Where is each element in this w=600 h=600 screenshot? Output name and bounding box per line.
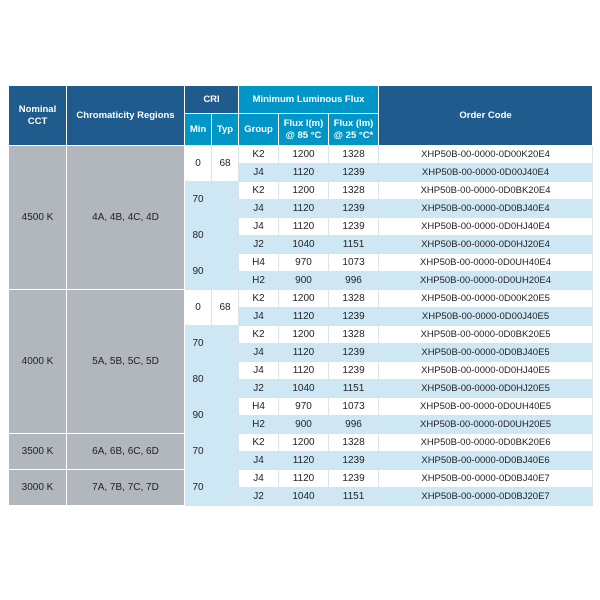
flux25-cell: 1328 [329,434,379,452]
group-cell: J4 [239,200,279,218]
order-code-cell: XHP50B-00-0000-0D0BJ20E7 [379,488,593,506]
flux25-cell: 1328 [329,146,379,164]
flux25-cell: 996 [329,272,379,290]
flux25-cell: 1239 [329,344,379,362]
flux-characteristics-table [8,85,593,506]
group-cell: J2 [239,488,279,506]
cri-typ-cell [212,326,239,434]
header-cri-min: Min [185,114,212,146]
flux85-cell: 1200 [279,146,329,164]
flux85-cell: 900 [279,416,329,434]
flux85-cell: 1120 [279,362,329,380]
order-code-cell: XHP50B-00-0000-0D00K20E4 [379,146,593,164]
cri-min-cell: 0 [185,290,212,326]
table-row [9,434,593,452]
order-code-cell: XHP50B-00-0000-0D0HJ20E4 [379,236,593,254]
cri-min-cell: 80 [185,218,212,254]
group-cell: H4 [239,398,279,416]
flux85-cell: 1200 [279,290,329,308]
cri-typ-cell [212,434,239,470]
flux85-cell: 1040 [279,380,329,398]
order-code-cell: XHP50B-00-0000-0D0BK20E6 [379,434,593,452]
order-code-cell: XHP50B-00-0000-0D0HJ40E4 [379,218,593,236]
flux25-cell: 1073 [329,398,379,416]
group-cell: K2 [239,434,279,452]
flux85-cell: 1120 [279,308,329,326]
flux85-cell: 1120 [279,200,329,218]
cri-typ-cell: 68 [212,290,239,326]
order-code-cell: XHP50B-00-0000-0D00K20E5 [379,290,593,308]
chromaticity-cell: 7A, 7B, 7C, 7D [67,470,185,506]
flux25-cell: 1073 [329,254,379,272]
flux25-cell: 1239 [329,164,379,182]
flux25-cell: 1328 [329,326,379,344]
group-cell: K2 [239,290,279,308]
order-code-cell: XHP50B-00-0000-0D0BK20E4 [379,182,593,200]
order-code-cell: XHP50B-00-0000-0D0HJ40E5 [379,362,593,380]
header-group: Group [239,114,279,146]
cct-cell: 3500 K [9,434,67,470]
header-chromaticity-regions: Chromaticity Regions [67,86,185,146]
header-flux-85: Flux l(m) @ 85 °C [279,114,329,146]
order-code-cell: XHP50B-00-0000-0D0BK20E5 [379,326,593,344]
cri-min-cell: 70 [185,326,212,362]
cri-min-cell: 70 [185,470,212,506]
header-cri-typ: Typ [212,114,239,146]
cri-typ-cell [212,470,239,506]
flux25-cell: 1239 [329,200,379,218]
flux85-cell: 1200 [279,182,329,200]
flux25-cell: 1239 [329,470,379,488]
table-row [9,470,593,488]
cct-cell: 4000 K [9,290,67,434]
order-code-cell: XHP50B-00-0000-0D00J40E4 [379,164,593,182]
flux85-cell: 1120 [279,164,329,182]
order-code-cell: XHP50B-00-0000-0D0UH40E5 [379,398,593,416]
cri-typ-cell [212,182,239,290]
order-code-cell: XHP50B-00-0000-0D00J40E5 [379,308,593,326]
table-row [9,146,593,164]
group-cell: J4 [239,470,279,488]
order-code-cell: XHP50B-00-0000-0D0UH20E5 [379,416,593,434]
flux25-cell: 996 [329,416,379,434]
order-code-cell: XHP50B-00-0000-0D0BJ40E6 [379,452,593,470]
header-cri: CRI [185,86,239,114]
flux25-cell: 1328 [329,182,379,200]
flux25-cell: 1151 [329,380,379,398]
flux85-cell: 900 [279,272,329,290]
group-cell: J4 [239,218,279,236]
flux25-cell: 1239 [329,218,379,236]
header-flux-25: Flux (lm) @ 25 °C* [329,114,379,146]
group-cell: J4 [239,452,279,470]
order-code-cell: XHP50B-00-0000-0D0BJ40E7 [379,470,593,488]
order-code-cell: XHP50B-00-0000-0D0UH40E4 [379,254,593,272]
group-cell: J4 [239,164,279,182]
group-cell: J2 [239,236,279,254]
group-cell: J4 [239,308,279,326]
cri-min-cell: 70 [185,434,212,470]
order-code-cell: XHP50B-00-0000-0D0BJ40E4 [379,200,593,218]
flux85-cell: 1120 [279,218,329,236]
flux85-cell: 1120 [279,452,329,470]
flux85-cell: 1200 [279,434,329,452]
cct-cell: 4500 K [9,146,67,290]
flux85-cell: 970 [279,254,329,272]
group-cell: K2 [239,326,279,344]
order-code-cell: XHP50B-00-0000-0D0HJ20E5 [379,380,593,398]
flux25-cell: 1151 [329,236,379,254]
group-cell: K2 [239,182,279,200]
header-row-1 [9,86,593,114]
group-cell: J4 [239,344,279,362]
header-nominal-cct: Nominal CCT [9,86,67,146]
group-cell: H2 [239,416,279,434]
flux85-cell: 1200 [279,326,329,344]
flux25-cell: 1151 [329,488,379,506]
group-cell: H2 [239,272,279,290]
flux25-cell: 1239 [329,362,379,380]
flux85-cell: 970 [279,398,329,416]
group-cell: K2 [239,146,279,164]
cri-min-cell: 90 [185,398,212,434]
flux85-cell: 1040 [279,488,329,506]
cri-min-cell: 80 [185,362,212,398]
order-code-cell: XHP50B-00-0000-0D0UH20E4 [379,272,593,290]
header-order-code: Order Code [379,86,593,146]
group-cell: J4 [239,362,279,380]
cri-typ-cell: 68 [212,146,239,182]
flux25-cell: 1239 [329,308,379,326]
table-row [9,290,593,308]
chromaticity-cell: 5A, 5B, 5C, 5D [67,290,185,434]
group-cell: J2 [239,380,279,398]
flux85-cell: 1040 [279,236,329,254]
chromaticity-cell: 6A, 6B, 6C, 6D [67,434,185,470]
flux85-cell: 1120 [279,470,329,488]
cri-min-cell: 70 [185,182,212,218]
flux25-cell: 1328 [329,290,379,308]
cri-min-cell: 90 [185,254,212,290]
group-cell: H4 [239,254,279,272]
header-minimum-luminous-flux: Minimum Luminous Flux [239,86,379,114]
chromaticity-cell: 4A, 4B, 4C, 4D [67,146,185,290]
flux85-cell: 1120 [279,344,329,362]
cct-cell: 3000 K [9,470,67,506]
order-code-cell: XHP50B-00-0000-0D0BJ40E5 [379,344,593,362]
flux25-cell: 1239 [329,452,379,470]
cri-min-cell: 0 [185,146,212,182]
